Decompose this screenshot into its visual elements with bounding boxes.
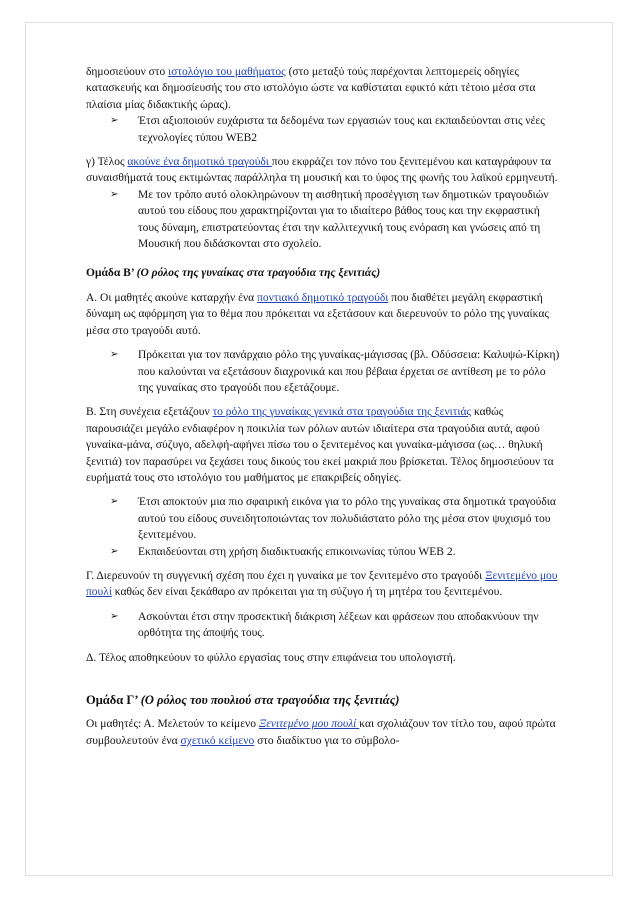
text: Β. Στη συνέχεια εξετάζουν [86, 406, 213, 419]
paragraph-b [86, 404, 560, 486]
folk-song-link[interactable]: ακούνε ένα δημοτικό τραγούδι [127, 156, 272, 169]
xenitemeno-pouli-link[interactable]: Ξενιτεμένο μου πουλί [86, 569, 558, 599]
text: καθώς δεν είναι ξεκάθαρο αν πρόκειται για τη σύζυγο ή τη μητέρα του ξενιτεμένου. [111, 586, 503, 599]
heading-title: (Ο ρόλος του πουλιού στα τραγούδια της ξενιτιάς) [140, 693, 400, 707]
text: Γ. Διερευνούν τη συγγενική σχέση που έχει η γυναίκα με τον ξενιτεμένο στο τραγούδι [86, 569, 486, 582]
bullet-item [110, 609, 560, 642]
bullet-item [110, 113, 560, 146]
text: που εκφράζει τον πόνο του ξενιτεμένου και καταγράφουν τα συναισθήματά τους εκτιμώντας παράλληλα τη μουσική και το ύφος της φωνής του λαϊκού ερμηνευτή. [86, 156, 558, 185]
heading-lead: Ομάδα Γ’ [86, 693, 141, 707]
bullet-text: Έτσι αποκτούν μια πιο σφαιρική εικόνα για το ρόλο της γυναίκας στα δημοτικά τραγούδια αυτού του είδους συνειδητοποιώντας τον πολυδιάστατο ρόλο της μέσα στον ψυχισμό του ξενιτεμένου. [138, 496, 556, 542]
xenitemeno-pouli-text-link[interactable]: Ξενιτεμένο μου πουλί [258, 718, 360, 731]
bullet-text: Πρόκειται για τον πανάρχαιο ρόλο της γυναίκας-μάγισσας (βλ. Οδύσσεια: Καλυψώ-Κίρκη) που καλούνται να εξετάσουν διαχρονικά και που βέβαια έρχεται σε αντίθεση με το ρόλο της γυναίκας στο τραγούδι που εξετάζουμε. [138, 349, 560, 394]
paragraph-a [86, 290, 560, 339]
women-role-link[interactable]: το ρόλο της γυναίκας γενικά στα τραγούδια της ξενιτιάς [212, 406, 472, 419]
arrow-bullet-icon: ➢ [110, 610, 119, 622]
arrow-bullet-icon: ➢ [110, 349, 119, 361]
bullet-text: Ασκούνται έτσι στην προσεκτική διάκριση λέξεων και φράσεων που αποδακνύουν την ορθότητα της άποψής τους. [138, 610, 539, 640]
text: καθώς παρουσιάζει μεγάλο ενδιαφέρον η ποικιλία των ρόλων αυτών ιδιαίτερα στα τραγούδια αυτά, αφού γυναίκα-μάνα, σύζυγο, αδελφή-αφήνει πίσω του ο ξενιτεμένος και γυναίκα-μάγισσα (ως… θηλυκή ξενιτιά) τον παρασύρει να ξεχάσει τους δικούς του εκεί μακριά που βρίσκεται. Τέλος δημοσιεύουν τα ευρήματά τους στο ιστολόγιο του μαθήματος με επακριβείς οδηγίες. [86, 406, 554, 484]
text: γ) Τέλος [86, 156, 128, 169]
text: που διαθέτει μεγάλη εκφραστική δύναμη ως αφόρμηση για το θέμα που πρόκειται να εξετάσουν και διερευνούν το ρόλο της γυναίκας μέσα στο τραγούδι αυτό. [86, 291, 549, 337]
paragraph-g [86, 568, 560, 601]
paragraph-d: Δ. Τέλος αποθηκεύουν το φύλλο εργασίας τους στην επιφάνεια του υπολογιστή. [86, 651, 456, 664]
arrow-bullet-icon: ➢ [110, 115, 119, 127]
bullet-item [110, 544, 560, 560]
bullet-text: Έτσι αξιοποιούν ευχάριστα τα δεδομένα των εργασιών τους και εκπαιδεύονται στις νέες τεχνολογίες τύπου WEB2 [138, 115, 545, 144]
text: Α. Οι μαθητές ακούνε καταρχήν ένα [86, 291, 258, 304]
paragraph-intro [86, 64, 560, 113]
text: Οι μαθητές: Α. Μελετούν το κείμενο [86, 718, 259, 731]
group-c-heading [86, 692, 560, 708]
bullet-item [110, 347, 560, 396]
group-b-heading [86, 265, 560, 281]
related-text-link[interactable]: σχετικό κείμενο [180, 734, 255, 747]
bullet-text: Με τον τρόπο αυτό ολοκληρώνουν τη αισθητική προσέγγιση των δημοτικών τραγουδιών αυτού του είδους που χαρακτηρίζονται για το ιδιαίτερο βάθος τους και την εκφραστική τους δύναμη, επιστρατεύοντας έτσι την καλλιτεχνική τους ενόραση και γνώσεις από τη Μουσική που διδάσκονται στο σχολείο. [138, 188, 549, 251]
bullet-item [110, 187, 560, 253]
document-body [86, 64, 560, 749]
course-blog-link[interactable]: ιστολόγιο του μαθήματος [168, 66, 286, 78]
bullet-text: Εκπαιδεύονται στη χρήση διαδικτυακής επικοινωνίας τύπου WEB 2. [138, 545, 456, 558]
paragraph-group-c [86, 716, 560, 749]
text: (στο μεταξύ τούς παρέχονται λεπτομερείς οδηγίες κατασκευής και δημοσίευσής του στο ιστολόγιο ώστε να καθίσταται εφικτό κάτι τέτοιο μέσα στα πλαίσια μίας διδακτικής ώρας). [86, 66, 536, 111]
paragraph-c [86, 154, 560, 187]
pontic-song-link[interactable]: ποντιακό δημοτικό τραγούδι [257, 291, 389, 304]
heading-title: (Ο ρόλος της γυναίκας στα τραγούδια της ξενιτιάς) [136, 267, 381, 280]
heading-lead: Ομάδα Β’ [86, 267, 137, 280]
arrow-bullet-icon: ➢ [110, 496, 119, 508]
arrow-bullet-icon: ➢ [110, 188, 119, 200]
arrow-bullet-icon: ➢ [110, 545, 119, 557]
text: στο διαδίκτυο για το σύμβολο- [254, 734, 400, 747]
text: και σχολιάζουν τον τίτλο του, αφού πρώτα συμβουλευτούν ένα [86, 718, 556, 747]
text: δημοσιεύουν στο [86, 66, 169, 78]
bullet-item [110, 494, 560, 543]
